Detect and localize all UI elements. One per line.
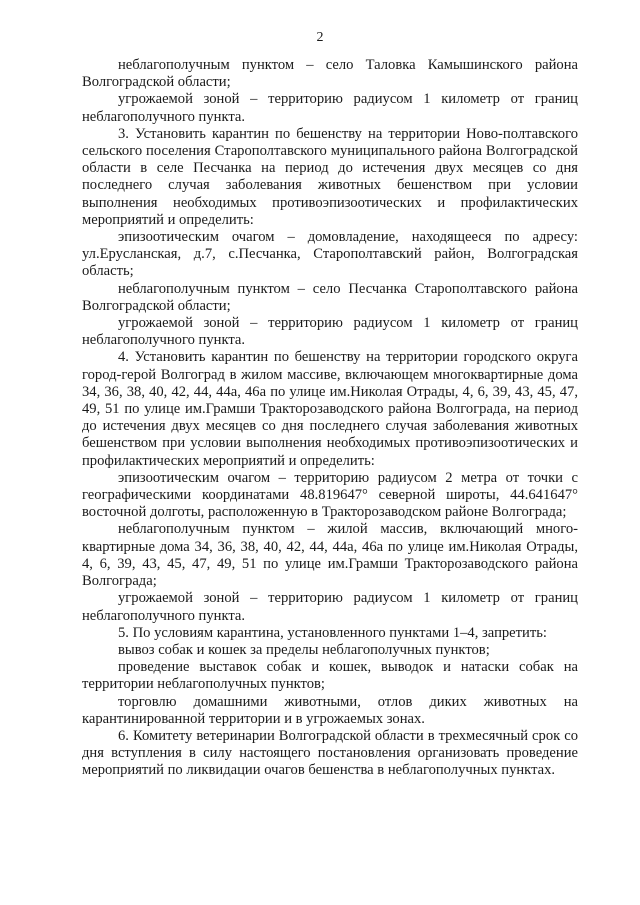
paragraph: вывоз собак и кошек за пределы неблагополучных пунктов;	[118, 641, 490, 658]
paragraph: 4. Установить карантин по бешенству на территории городского округа город-герой Волгоград в жилом массиве, включающем многоквартирные дома 34, 36, 38, 40, 42, 44, 44а, 46а по улице им.Николая Отрады, 4, 6, 39, 43, 45, 47, 49, 51 по улице им.Грамши Тракторозаводского района Волгограда, на период до истечения двух месяцев со дня последнего случая заболевания животных бешенством при условии выполнения необходимых противоэпизоотических и профилактических мероприятий и определить:	[82, 349, 578, 469]
paragraph: угрожаемой зоной – территорию радиусом 1 километр от границ неблагополучного пункта.	[82, 315, 578, 349]
paragraph: неблагополучным пунктом – жилой массив, включающий много-квартирные дома 34, 36, 38, 40, 42, 44, 44а, 46а по улице им.Николая Отрады, 4, 6, 39, 43, 45, 47, 49, 51 по улице им.Грамши Тракторозаводского района Волгограда;	[82, 521, 578, 590]
page-number: 2	[316, 30, 324, 45]
document-body	[82, 57, 578, 780]
paragraph: 6. Комитету ветеринарии Волгоградской области в трехмесячный срок со дня вступления в силу настоящего постановления организовать проведение мероприятий по ликвидации очагов бешенства в неблагополучных пунктах.	[82, 727, 578, 779]
paragraph: эпизоотическим очагом – домовладение, находящееся по адресу: ул.Еруcланская, д.7, с.Песчанка, Старополтавский район, Волгоградская область;	[82, 229, 578, 280]
paragraph: 3. Установить карантин по бешенству на территории Ново-полтавского сельского поселения Старополтавского муниципального района Волгоградской области в селе Песчанка на период до истечения двух месяцев со дня последнего случая заболевания животных бешенством при условии выполнения необходимых противоэпизоотических и профилактических мероприятий и определить:	[82, 125, 578, 228]
paragraph: 5. По условиям карантина, установленного пунктами 1–4, запретить:	[118, 624, 547, 641]
paragraph: угрожаемой зоной – территорию радиусом 1 километр от границ неблагополучного пункта.	[82, 91, 578, 125]
paragraph: эпизоотическим очагом – территорию радиусом 2 метра от точки с географическими координатами 48.819647° северной широты, 44.641647° восточной долготы, расположенную в Тракторозаводском районе Волгограда;	[82, 469, 578, 521]
paragraph: неблагополучным пунктом – село Песчанка Старополтавского района Волгоградской области;	[82, 280, 578, 314]
paragraph: торговлю домашними животными, отлов диких животных на карантинированной территории и в угрожаемых зонах.	[82, 693, 578, 727]
paragraph: угрожаемой зоной – территорию радиусом 1 километр от границ неблагополучного пункта.	[82, 590, 578, 624]
paragraph: неблагополучным пунктом – село Таловка Камышинского района Волгоградской области;	[82, 57, 578, 91]
paragraph: проведение выставок собак и кошек, выводок и натаски собак на территории неблагополучных пунктов;	[82, 659, 578, 693]
